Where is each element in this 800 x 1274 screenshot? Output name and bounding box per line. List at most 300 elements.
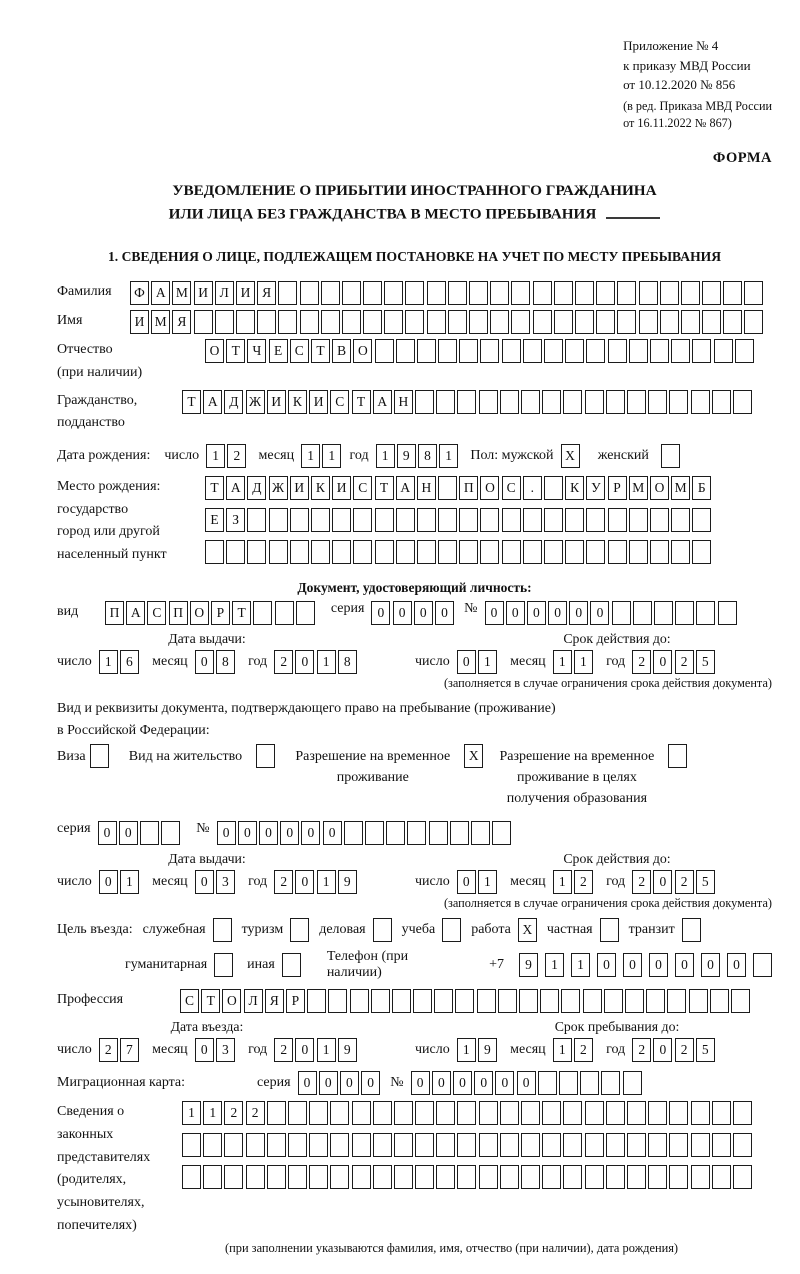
char-cell[interactable]: 2 (224, 1101, 243, 1125)
char-cell[interactable]: 0 (414, 601, 433, 625)
char-cell[interactable] (267, 1133, 286, 1157)
char-cell[interactable] (544, 476, 563, 500)
char-cell[interactable]: Е (269, 339, 288, 363)
char-cell[interactable] (90, 744, 109, 768)
char-cell[interactable] (247, 508, 266, 532)
char-cell[interactable] (371, 989, 390, 1013)
char-cell[interactable]: 1 (322, 444, 341, 468)
char-cell[interactable]: Р (211, 601, 230, 625)
char-cell[interactable] (606, 1133, 625, 1157)
char-cell[interactable] (413, 989, 432, 1013)
char-cell[interactable] (586, 508, 605, 532)
char-cell[interactable] (712, 1101, 731, 1125)
char-cell[interactable] (671, 540, 690, 564)
char-cell[interactable] (140, 821, 159, 845)
char-cell[interactable]: 2 (274, 870, 293, 894)
char-cell[interactable] (394, 1165, 413, 1189)
char-cell[interactable]: Л (215, 281, 234, 305)
char-cell[interactable]: В (332, 339, 351, 363)
char-cell[interactable] (744, 281, 763, 305)
char-cell[interactable]: 1 (376, 444, 395, 468)
char-cell[interactable] (646, 989, 665, 1013)
char-cell[interactable] (457, 1165, 476, 1189)
char-cell[interactable] (735, 339, 754, 363)
char-cell[interactable]: К (565, 476, 584, 500)
char-cell[interactable] (633, 601, 652, 625)
char-cell[interactable] (712, 1133, 731, 1157)
char-cell[interactable] (585, 390, 604, 414)
char-cell[interactable] (328, 989, 347, 1013)
char-cell[interactable] (352, 1165, 371, 1189)
char-cell[interactable] (429, 821, 448, 845)
char-cell[interactable]: 1 (120, 870, 139, 894)
char-cell[interactable] (563, 1165, 582, 1189)
char-cell[interactable] (448, 310, 467, 334)
char-cell[interactable] (405, 281, 424, 305)
char-cell[interactable]: 8 (338, 650, 357, 674)
char-cell[interactable] (627, 1133, 646, 1157)
char-cell[interactable] (617, 310, 636, 334)
char-cell[interactable] (396, 339, 415, 363)
char-cell[interactable]: Т (205, 476, 224, 500)
char-cell[interactable] (352, 1133, 371, 1157)
char-cell[interactable] (330, 1101, 349, 1125)
char-cell[interactable]: Ф (130, 281, 149, 305)
char-cell[interactable] (585, 1165, 604, 1189)
char-cell[interactable] (627, 1101, 646, 1125)
char-cell[interactable] (650, 540, 669, 564)
char-cell[interactable] (257, 310, 276, 334)
char-cell[interactable] (627, 390, 646, 414)
char-cell[interactable] (300, 310, 319, 334)
char-cell[interactable] (661, 444, 680, 468)
char-cell[interactable]: Ж (246, 390, 265, 414)
char-cell[interactable]: Д (247, 476, 266, 500)
char-cell[interactable]: 9 (338, 870, 357, 894)
char-cell[interactable]: 0 (649, 953, 668, 977)
char-cell[interactable] (563, 1133, 582, 1157)
char-cell[interactable] (533, 310, 552, 334)
char-cell[interactable]: 0 (527, 601, 546, 625)
char-cell[interactable] (712, 390, 731, 414)
char-cell[interactable]: 0 (653, 1038, 672, 1062)
char-cell[interactable]: 2 (675, 650, 694, 674)
char-cell[interactable]: 9 (478, 1038, 497, 1062)
char-cell[interactable]: 0 (295, 1038, 314, 1062)
char-cell[interactable] (309, 1101, 328, 1125)
char-cell[interactable]: 0 (457, 870, 476, 894)
char-cell[interactable] (639, 310, 658, 334)
char-cell[interactable] (246, 1133, 265, 1157)
char-cell[interactable] (733, 1133, 752, 1157)
char-cell[interactable]: X (464, 744, 483, 768)
char-cell[interactable]: 0 (548, 601, 567, 625)
char-cell[interactable] (668, 744, 687, 768)
char-cell[interactable] (415, 390, 434, 414)
char-cell[interactable]: 0 (195, 1038, 214, 1062)
char-cell[interactable] (540, 989, 559, 1013)
char-cell[interactable]: 0 (623, 953, 642, 977)
char-cell[interactable] (500, 390, 519, 414)
char-cell[interactable] (427, 281, 446, 305)
char-cell[interactable]: 8 (418, 444, 437, 468)
char-cell[interactable] (384, 281, 403, 305)
char-cell[interactable] (544, 339, 563, 363)
char-cell[interactable] (344, 821, 363, 845)
char-cell[interactable] (554, 281, 573, 305)
char-cell[interactable] (492, 821, 511, 845)
char-cell[interactable]: А (126, 601, 145, 625)
char-cell[interactable] (205, 540, 224, 564)
char-cell[interactable] (288, 1101, 307, 1125)
char-cell[interactable] (363, 281, 382, 305)
char-cell[interactable] (538, 1071, 557, 1095)
char-cell[interactable] (352, 1101, 371, 1125)
char-cell[interactable]: 1 (478, 650, 497, 674)
char-cell[interactable] (213, 918, 232, 942)
char-cell[interactable]: С (353, 476, 372, 500)
char-cell[interactable]: 1 (206, 444, 225, 468)
char-cell[interactable] (309, 1133, 328, 1157)
char-cell[interactable]: Ч (247, 339, 266, 363)
char-cell[interactable] (375, 540, 394, 564)
char-cell[interactable] (405, 310, 424, 334)
char-cell[interactable]: Р (608, 476, 627, 500)
char-cell[interactable]: 1 (317, 650, 336, 674)
char-cell[interactable]: 0 (301, 821, 320, 845)
char-cell[interactable] (290, 540, 309, 564)
char-cell[interactable] (733, 390, 752, 414)
char-cell[interactable]: 0 (323, 821, 342, 845)
char-cell[interactable] (671, 508, 690, 532)
char-cell[interactable] (480, 339, 499, 363)
char-cell[interactable] (457, 390, 476, 414)
char-cell[interactable] (565, 508, 584, 532)
char-cell[interactable]: 1 (545, 953, 564, 977)
char-cell[interactable]: 0 (99, 870, 118, 894)
char-cell[interactable]: 7 (120, 1038, 139, 1062)
char-cell[interactable] (256, 744, 275, 768)
char-cell[interactable] (415, 1133, 434, 1157)
char-cell[interactable] (542, 1133, 561, 1157)
char-cell[interactable]: Б (692, 476, 711, 500)
char-cell[interactable] (554, 310, 573, 334)
char-cell[interactable]: Я (172, 310, 191, 334)
char-cell[interactable] (561, 989, 580, 1013)
char-cell[interactable]: 1 (203, 1101, 222, 1125)
char-cell[interactable]: 0 (569, 601, 588, 625)
char-cell[interactable] (544, 540, 563, 564)
char-cell[interactable] (342, 281, 361, 305)
char-cell[interactable] (689, 989, 708, 1013)
char-cell[interactable]: . (523, 476, 542, 500)
char-cell[interactable] (407, 821, 426, 845)
char-cell[interactable]: И (267, 390, 286, 414)
char-cell[interactable] (436, 1133, 455, 1157)
char-cell[interactable] (342, 310, 361, 334)
char-cell[interactable]: 0 (474, 1071, 493, 1095)
char-cell[interactable] (586, 540, 605, 564)
char-cell[interactable] (629, 540, 648, 564)
char-cell[interactable] (373, 1165, 392, 1189)
char-cell[interactable]: Т (201, 989, 220, 1013)
char-cell[interactable]: С (502, 476, 521, 500)
char-cell[interactable] (394, 1133, 413, 1157)
char-cell[interactable] (600, 918, 619, 942)
char-cell[interactable]: Т (232, 601, 251, 625)
char-cell[interactable] (559, 1071, 578, 1095)
char-cell[interactable] (583, 989, 602, 1013)
char-cell[interactable] (321, 281, 340, 305)
char-cell[interactable] (469, 281, 488, 305)
char-cell[interactable] (226, 540, 245, 564)
char-cell[interactable]: 1 (317, 1038, 336, 1062)
char-cell[interactable] (604, 989, 623, 1013)
char-cell[interactable] (438, 476, 457, 500)
char-cell[interactable] (629, 339, 648, 363)
char-cell[interactable] (332, 540, 351, 564)
char-cell[interactable]: Т (352, 390, 371, 414)
char-cell[interactable] (660, 281, 679, 305)
char-cell[interactable] (523, 339, 542, 363)
char-cell[interactable] (692, 339, 711, 363)
char-cell[interactable]: 0 (217, 821, 236, 845)
char-cell[interactable] (434, 989, 453, 1013)
char-cell[interactable]: 2 (632, 650, 651, 674)
char-cell[interactable] (363, 310, 382, 334)
char-cell[interactable]: 9 (338, 1038, 357, 1062)
char-cell[interactable] (479, 1165, 498, 1189)
char-cell[interactable]: 1 (574, 650, 593, 674)
char-cell[interactable]: 0 (701, 953, 720, 977)
char-cell[interactable] (606, 390, 625, 414)
char-cell[interactable] (477, 989, 496, 1013)
char-cell[interactable] (702, 281, 721, 305)
char-cell[interactable] (563, 1101, 582, 1125)
char-cell[interactable] (307, 989, 326, 1013)
char-cell[interactable] (575, 281, 594, 305)
char-cell[interactable]: К (288, 390, 307, 414)
char-cell[interactable]: 8 (216, 650, 235, 674)
char-cell[interactable] (691, 1165, 710, 1189)
char-cell[interactable]: 0 (453, 1071, 472, 1095)
char-cell[interactable]: 0 (653, 870, 672, 894)
char-cell[interactable]: 1 (182, 1101, 201, 1125)
char-cell[interactable] (580, 1071, 599, 1095)
char-cell[interactable] (267, 1165, 286, 1189)
char-cell[interactable]: Я (257, 281, 276, 305)
char-cell[interactable] (296, 601, 315, 625)
char-cell[interactable] (612, 601, 631, 625)
char-cell[interactable]: Т (226, 339, 245, 363)
char-cell[interactable]: 0 (361, 1071, 380, 1095)
char-cell[interactable] (718, 601, 737, 625)
char-cell[interactable] (427, 310, 446, 334)
char-cell[interactable] (396, 508, 415, 532)
char-cell[interactable]: 1 (553, 1038, 572, 1062)
char-cell[interactable]: 0 (393, 601, 412, 625)
char-cell[interactable]: О (222, 989, 241, 1013)
char-cell[interactable] (617, 281, 636, 305)
char-cell[interactable] (502, 508, 521, 532)
char-cell[interactable] (311, 540, 330, 564)
char-cell[interactable] (182, 1133, 201, 1157)
char-cell[interactable] (438, 508, 457, 532)
char-cell[interactable] (660, 310, 679, 334)
char-cell[interactable]: А (373, 390, 392, 414)
char-cell[interactable]: И (236, 281, 255, 305)
char-cell[interactable] (321, 310, 340, 334)
char-cell[interactable]: 0 (485, 601, 504, 625)
char-cell[interactable] (669, 390, 688, 414)
char-cell[interactable]: 1 (553, 870, 572, 894)
char-cell[interactable]: О (480, 476, 499, 500)
char-cell[interactable] (182, 1165, 201, 1189)
char-cell[interactable] (521, 1165, 540, 1189)
char-cell[interactable] (627, 1165, 646, 1189)
char-cell[interactable] (585, 1133, 604, 1157)
char-cell[interactable]: 1 (553, 650, 572, 674)
char-cell[interactable] (563, 390, 582, 414)
char-cell[interactable] (394, 1101, 413, 1125)
char-cell[interactable]: 2 (99, 1038, 118, 1062)
char-cell[interactable] (214, 953, 233, 977)
char-cell[interactable]: С (147, 601, 166, 625)
char-cell[interactable] (386, 821, 405, 845)
char-cell[interactable] (669, 1133, 688, 1157)
char-cell[interactable] (542, 1165, 561, 1189)
char-cell[interactable] (457, 1101, 476, 1125)
char-cell[interactable] (246, 1165, 265, 1189)
char-cell[interactable] (247, 540, 266, 564)
char-cell[interactable]: К (311, 476, 330, 500)
char-cell[interactable]: 2 (574, 1038, 593, 1062)
char-cell[interactable] (290, 508, 309, 532)
char-cell[interactable] (290, 918, 309, 942)
char-cell[interactable] (596, 281, 615, 305)
char-cell[interactable]: М (172, 281, 191, 305)
char-cell[interactable]: 0 (298, 1071, 317, 1095)
char-cell[interactable] (415, 1165, 434, 1189)
char-cell[interactable] (521, 1101, 540, 1125)
char-cell[interactable] (203, 1165, 222, 1189)
char-cell[interactable]: 0 (653, 650, 672, 674)
char-cell[interactable] (500, 1101, 519, 1125)
char-cell[interactable]: 2 (675, 1038, 694, 1062)
char-cell[interactable]: 2 (227, 444, 246, 468)
char-cell[interactable] (702, 310, 721, 334)
char-cell[interactable] (692, 540, 711, 564)
char-cell[interactable] (236, 310, 255, 334)
char-cell[interactable] (606, 1101, 625, 1125)
char-cell[interactable]: Ж (269, 476, 288, 500)
char-cell[interactable] (471, 821, 490, 845)
char-cell[interactable] (269, 508, 288, 532)
char-cell[interactable] (502, 540, 521, 564)
char-cell[interactable] (375, 339, 394, 363)
char-cell[interactable] (744, 310, 763, 334)
char-cell[interactable]: М (671, 476, 690, 500)
char-cell[interactable] (459, 540, 478, 564)
char-cell[interactable] (480, 508, 499, 532)
char-cell[interactable] (436, 1101, 455, 1125)
char-cell[interactable] (330, 1165, 349, 1189)
char-cell[interactable] (585, 1101, 604, 1125)
char-cell[interactable]: 0 (295, 870, 314, 894)
char-cell[interactable] (480, 540, 499, 564)
char-cell[interactable] (696, 601, 715, 625)
char-cell[interactable] (544, 508, 563, 532)
char-cell[interactable] (669, 1165, 688, 1189)
char-cell[interactable]: 0 (597, 953, 616, 977)
char-cell[interactable] (498, 989, 517, 1013)
char-cell[interactable] (575, 310, 594, 334)
char-cell[interactable] (542, 1101, 561, 1125)
char-cell[interactable]: О (205, 339, 224, 363)
char-cell[interactable]: Т (375, 476, 394, 500)
char-cell[interactable] (384, 310, 403, 334)
char-cell[interactable]: О (650, 476, 669, 500)
char-cell[interactable]: И (332, 476, 351, 500)
char-cell[interactable]: 1 (457, 1038, 476, 1062)
char-cell[interactable] (710, 989, 729, 1013)
char-cell[interactable]: 0 (411, 1071, 430, 1095)
char-cell[interactable]: 0 (119, 821, 138, 845)
char-cell[interactable] (203, 1133, 222, 1157)
char-cell[interactable]: А (151, 281, 170, 305)
char-cell[interactable]: П (169, 601, 188, 625)
char-cell[interactable] (300, 281, 319, 305)
char-cell[interactable]: 1 (99, 650, 118, 674)
char-cell[interactable] (417, 508, 436, 532)
char-cell[interactable]: И (130, 310, 149, 334)
char-cell[interactable]: 2 (274, 1038, 293, 1062)
char-cell[interactable]: С (180, 989, 199, 1013)
char-cell[interactable] (373, 918, 392, 942)
char-cell[interactable]: О (353, 339, 372, 363)
char-cell[interactable] (353, 508, 372, 532)
char-cell[interactable] (682, 918, 701, 942)
char-cell[interactable] (479, 1101, 498, 1125)
char-cell[interactable] (490, 310, 509, 334)
char-cell[interactable] (224, 1165, 243, 1189)
char-cell[interactable] (753, 953, 772, 977)
char-cell[interactable] (450, 821, 469, 845)
char-cell[interactable]: 0 (340, 1071, 359, 1095)
char-cell[interactable] (459, 508, 478, 532)
char-cell[interactable]: 0 (280, 821, 299, 845)
char-cell[interactable] (608, 508, 627, 532)
char-cell[interactable] (490, 281, 509, 305)
char-cell[interactable]: 0 (238, 821, 257, 845)
char-cell[interactable]: Т (182, 390, 201, 414)
char-cell[interactable]: 1 (571, 953, 590, 977)
char-cell[interactable] (511, 281, 530, 305)
char-cell[interactable]: Я (265, 989, 284, 1013)
char-cell[interactable] (731, 989, 750, 1013)
char-cell[interactable]: 0 (675, 953, 694, 977)
char-cell[interactable] (542, 390, 561, 414)
char-cell[interactable]: X (561, 444, 580, 468)
char-cell[interactable]: Т (311, 339, 330, 363)
char-cell[interactable] (596, 310, 615, 334)
char-cell[interactable] (224, 1133, 243, 1157)
char-cell[interactable] (350, 989, 369, 1013)
char-cell[interactable] (511, 310, 530, 334)
char-cell[interactable]: Е (205, 508, 224, 532)
char-cell[interactable] (375, 508, 394, 532)
char-cell[interactable] (479, 1133, 498, 1157)
